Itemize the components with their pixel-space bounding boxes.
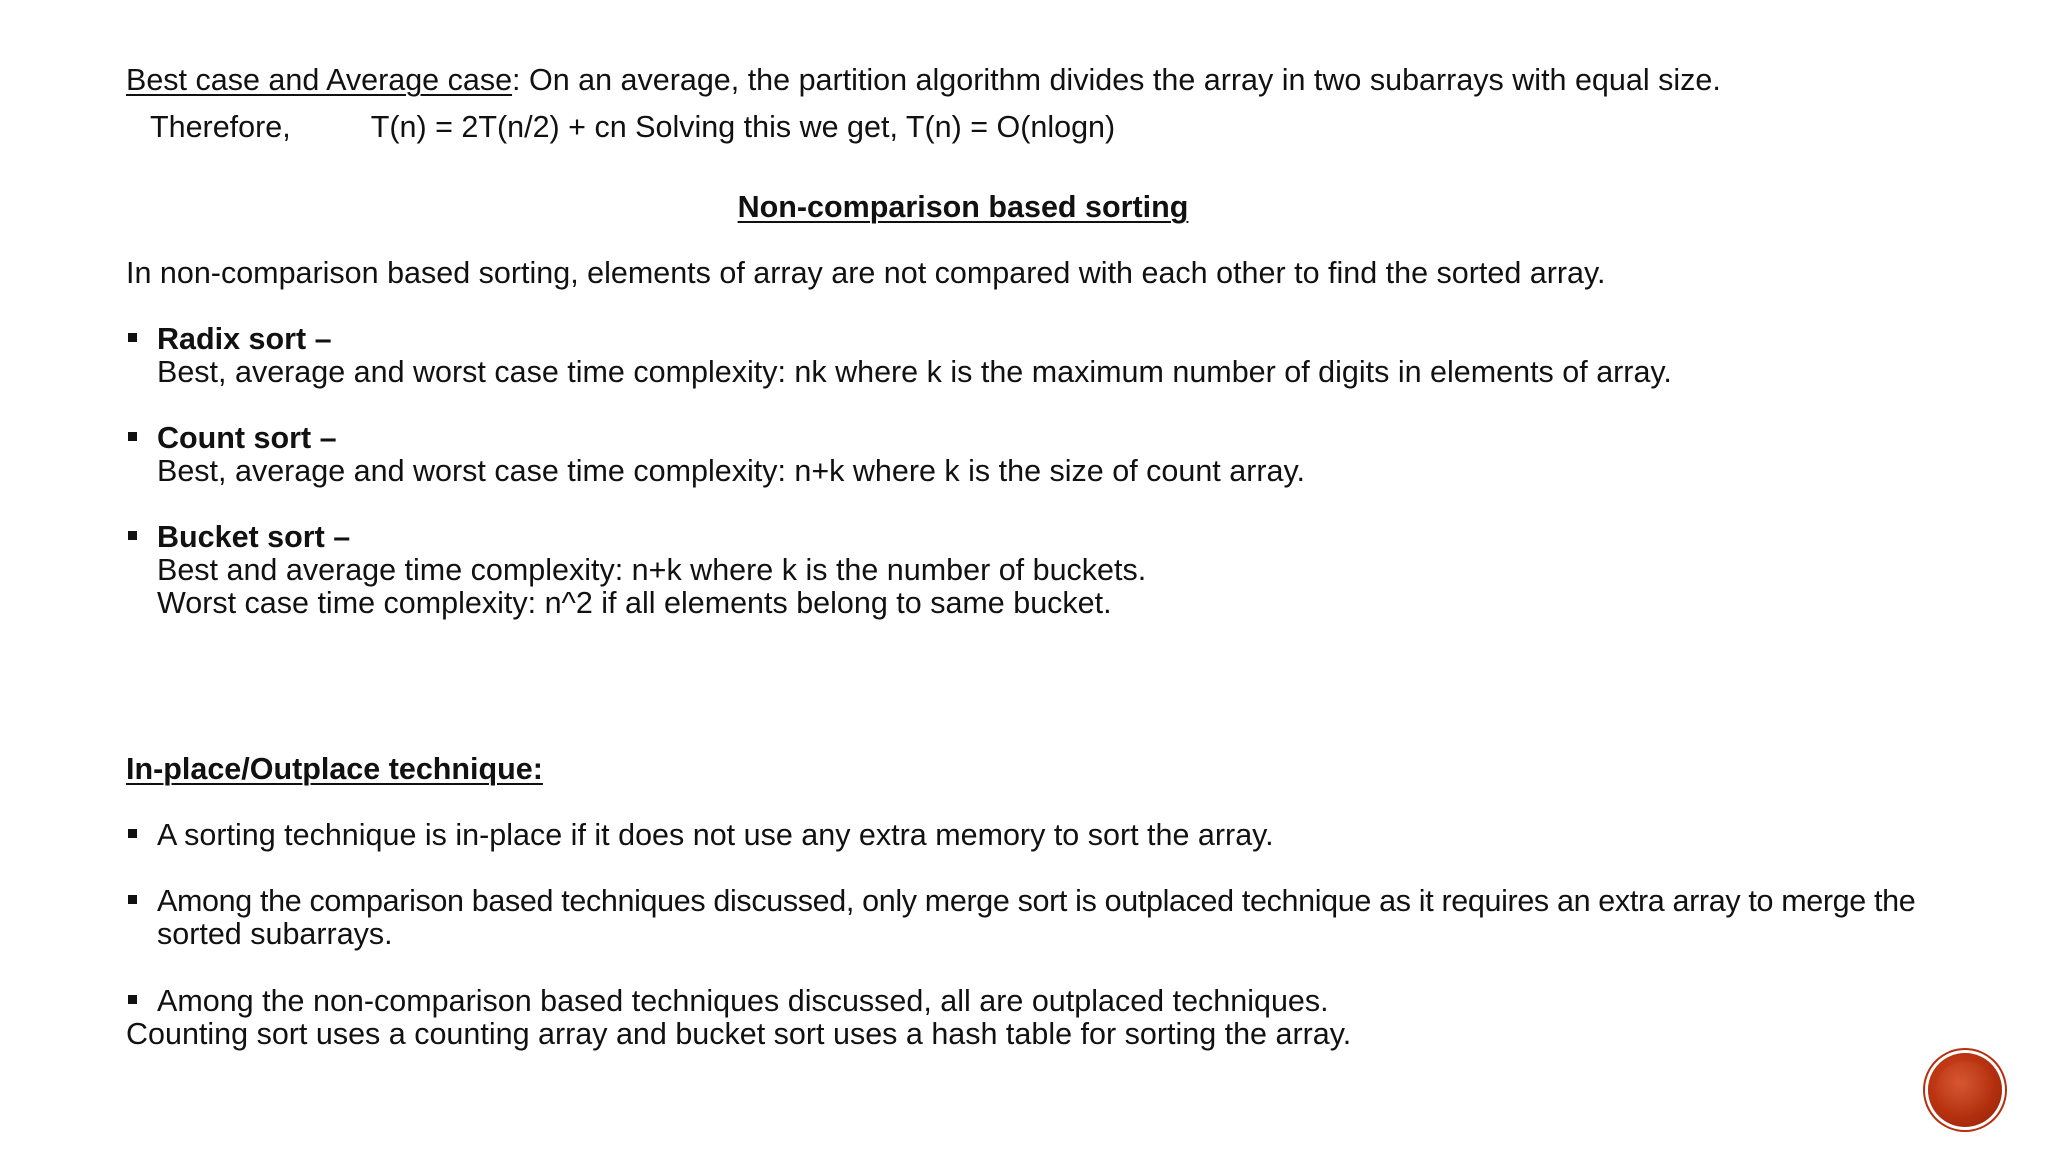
square-bullet-icon: [128, 995, 137, 1004]
radix-sort-complexity: Best, average and worst case time complexity: nk where k is the maximum number of digits in elements of array.: [157, 355, 1672, 389]
bucket-sort-worst: Worst case time complexity: n^2 if all elements belong to same bucket.: [157, 586, 1112, 620]
badge-highlight: [1936, 1061, 1994, 1119]
noncomparison-title: Non-comparison based sorting: [737, 190, 1189, 224]
inplace-title: In-place/Outplace technique:: [126, 752, 543, 786]
square-bullet-icon: [128, 333, 137, 342]
recurrence-line: [150, 110, 1115, 144]
bucket-sort-average: Best and average time complexity: n+k where k is the number of buckets.: [157, 553, 1147, 587]
recurrence-formula: T(n) = 2T(n/2) + cn Solving this we get, T(n) = O(nlogn): [370, 110, 1116, 144]
bucket-sort-name: Bucket sort –: [157, 520, 351, 554]
therefore-label: Therefore,: [150, 110, 291, 144]
square-bullet-icon: [128, 829, 137, 838]
best-average-case-heading: Best case and Average case: [126, 63, 513, 97]
square-bullet-icon: [128, 895, 137, 904]
inplace-title-row: [126, 752, 543, 786]
count-sort-name: Count sort –: [157, 421, 337, 455]
count-sort-complexity: Best, average and worst case time complexity: n+k where k is the size of count array.: [157, 454, 1305, 488]
radix-sort-name: Radix sort –: [157, 322, 332, 356]
red-circle-slide-badge-icon[interactable]: [1928, 1053, 2002, 1127]
square-bullet-icon: [128, 531, 137, 540]
intro-line: [126, 63, 1721, 97]
closing-line: Counting sort uses a counting array and bucket sort uses a hash table for sorting the array.: [126, 1017, 1352, 1051]
noncomparison-description: In non-comparison based sorting, elements of array are not compared with each other to find the sorted array.: [126, 256, 1606, 290]
square-bullet-icon: [128, 432, 137, 441]
intro-rest: : On an average, the partition algorithm divides the array in two subarrays with equal size.: [512, 63, 1721, 97]
inplace-bullet-2-continuation: sorted subarrays.: [157, 917, 393, 951]
noncomparison-title-row: [0, 190, 1926, 224]
inplace-bullet-3: Among the non-comparison based techniques discussed, all are outplaced techniques.: [157, 984, 1329, 1018]
inplace-bullet-1: A sorting technique is in-place if it does not use any extra memory to sort the array.: [157, 818, 1274, 852]
inplace-bullet-2: Among the comparison based techniques discussed, only merge sort is outplaced technique as it requires an extra array to merge the: [157, 884, 1916, 918]
